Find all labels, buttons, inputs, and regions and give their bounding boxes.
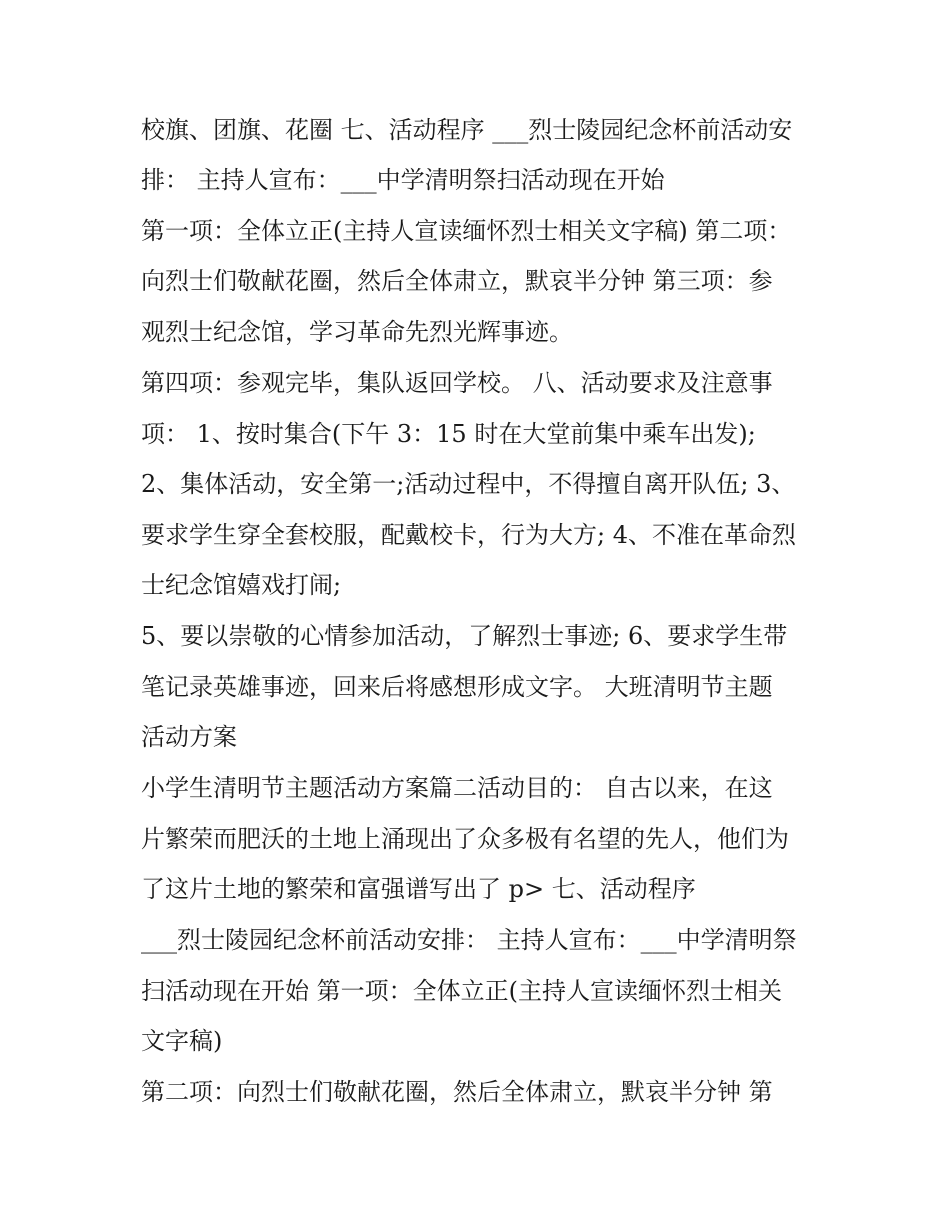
text-line: 活动方案: [141, 723, 237, 751]
text-line: 文字稿): [141, 1027, 223, 1055]
text-line: 了这片土地的繁荣和富强谱写出了 p> 七、活动程序: [141, 875, 696, 903]
text-line: ___烈士陵园纪念杯前活动安排： 主持人宣布：___中学清明祭: [141, 926, 797, 954]
text-line: 第二项：向烈士们敬献花圈，然后全体肃立，默哀半分钟 第: [141, 1078, 773, 1106]
text-line: 要求学生穿全套校服，配戴校卡，行为大方; 4、不准在革命烈: [141, 521, 796, 549]
text-line: 第四项：参观完毕，集队返回学校。 八、活动要求及注意事: [141, 369, 773, 397]
text-line: 项： 1、按时集合(下午 3：15 时在大堂前集中乘车出发);: [141, 420, 756, 448]
text-line: 士纪念馆嬉戏打闹;: [141, 571, 342, 599]
text-line: 小学生清明节主题活动方案篇二活动目的： 自古以来，在这: [141, 774, 773, 802]
text-line: 校旗、团旗、花圈 七、活动程序 ___烈士陵园纪念杯前活动安: [141, 116, 793, 144]
text-line: 排： 主持人宣布：___中学清明祭扫活动现在开始: [141, 166, 665, 194]
text-line: 2、集体活动，安全第一;活动过程中，不得擅自离开队伍; 3、: [141, 470, 796, 498]
text-line: 第一项：全体立正(主持人宣读缅怀烈士相关文字稿) 第二项：: [141, 217, 792, 245]
text-line: 扫活动现在开始 第一项：全体立正(主持人宣读缅怀烈士相关: [141, 977, 782, 1005]
text-line: 5、要以崇敬的心情参加活动，了解烈士事迹; 6、要求学生带: [141, 622, 788, 650]
text-line: 观烈士纪念馆，学习革命先烈光辉事迹。: [141, 318, 573, 346]
text-line: 向烈士们敬献花圈，然后全体肃立，默哀半分钟 第三项：参: [141, 267, 773, 295]
text-line: 片繁荣而肥沃的土地上涌现出了众多极有名望的先人，他们为: [141, 825, 789, 853]
text-line: 笔记录英雄事迹，回来后将感想形成文字。 大班清明节主题: [141, 673, 773, 701]
